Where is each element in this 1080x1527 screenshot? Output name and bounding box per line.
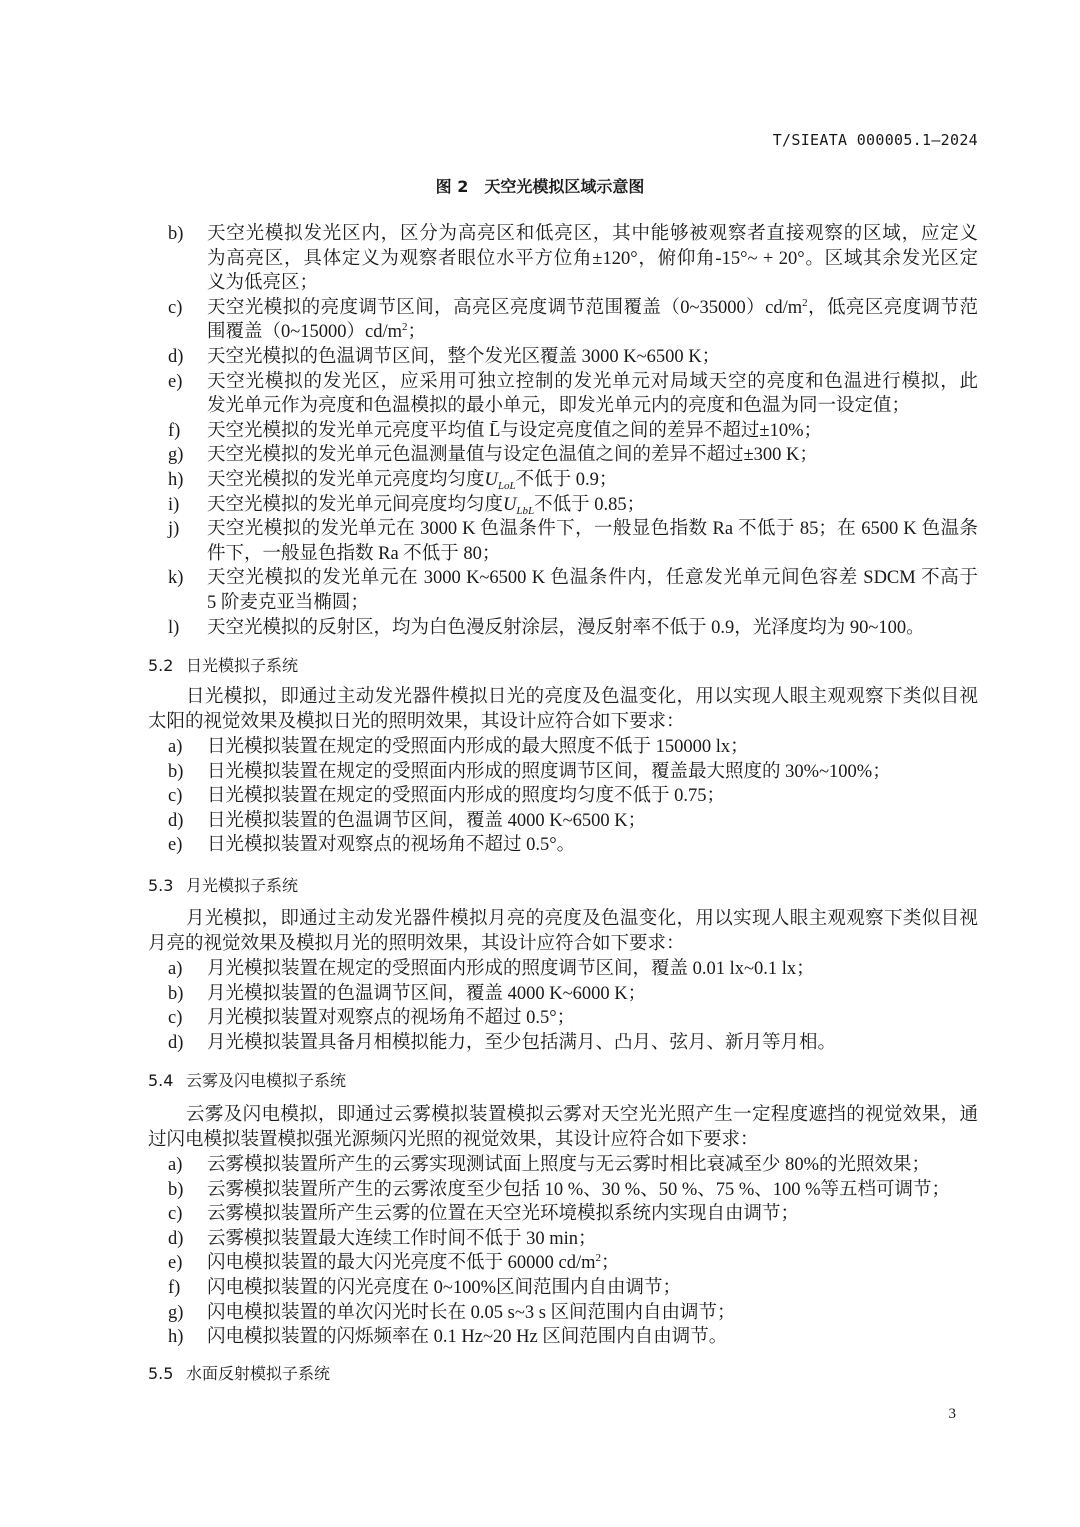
item-label: l) — [168, 617, 180, 638]
list-item — [168, 1325, 978, 1350]
list-item — [168, 1006, 978, 1031]
item-label: f) — [168, 1277, 181, 1298]
item-label: b) — [168, 1179, 184, 1200]
item-label: a) — [168, 737, 183, 757]
text-line: 义为低亮区； — [207, 273, 319, 294]
item-text — [207, 566, 978, 615]
text-line: 天空光模拟的发光单元在 3000 K~6500 K 色温条件内，任意发光单元间色容差 SDCM 不高于 — [207, 568, 978, 589]
superscript: 2 — [402, 321, 408, 334]
item-label: e) — [168, 371, 183, 392]
item-label: i) — [168, 494, 180, 515]
list-item — [168, 345, 978, 370]
requirement-list — [168, 1153, 978, 1350]
section-number: 5.5 — [148, 1364, 174, 1383]
list-item — [168, 809, 978, 834]
list-item — [168, 1251, 978, 1276]
text-line: 闪电模拟装置的闪烁频率在 0.1 Hz~20 Hz 区间范围内自由调节。 — [207, 1327, 728, 1348]
section-title: 水面反射模拟子系统 — [186, 1364, 331, 1383]
text-line: 天空光模拟的色温调节区间，整个发光区覆盖 3000 K~6500 K； — [207, 346, 721, 367]
item-label: d) — [168, 1032, 184, 1053]
text-line: 太阳的视觉效果及模拟日光的照明效果，其设计应符合如下要求： — [148, 711, 685, 732]
item-label: k) — [168, 568, 184, 589]
item-text — [207, 1325, 978, 1350]
item-text — [207, 1153, 978, 1178]
text-line: 天空光模拟的发光单元色温测量值与设定色温值之间的差异不超过±300 K； — [207, 445, 818, 466]
section-title: 日光模拟子系统 — [186, 656, 299, 675]
item-label: j) — [168, 519, 180, 540]
section-intro-paragraph — [148, 1103, 978, 1152]
text-line: 月光模拟装置具备月相模拟能力，至少包括满月、凸月、弦月、新月等月相。 — [207, 1032, 837, 1053]
list-item — [168, 735, 978, 760]
page-number: 3 — [948, 1406, 956, 1422]
requirement-list — [168, 957, 978, 1055]
section-heading — [148, 1069, 346, 1093]
section-heading — [148, 1362, 330, 1386]
item-text — [207, 493, 978, 518]
item-label: c) — [168, 1008, 183, 1029]
item-label: c) — [168, 786, 183, 807]
item-text — [207, 1202, 978, 1227]
item-text — [207, 957, 978, 982]
text-line: 月光模拟装置的色温调节区间，覆盖 4000 K~6000 K； — [207, 983, 647, 1004]
section-title: 云雾及闪电模拟子系统 — [186, 1071, 347, 1090]
item-text — [207, 345, 978, 370]
section-heading — [148, 654, 298, 678]
text-line: 月光模拟，即通过主动发光器件模拟月亮的亮度及色温变化，用以实现人眼主观观察下类似目视 — [186, 909, 978, 929]
item-label: d) — [168, 346, 184, 367]
item-label: h) — [168, 469, 184, 490]
item-text — [207, 370, 978, 419]
item-text — [207, 982, 978, 1007]
text-line: 云雾模拟装置所产生云雾的位置在天空光环境模拟系统内实现自由调节； — [207, 1204, 800, 1225]
text-line: 闪电模拟装置的单次闪光时长在 0.05 s~3 s 区间范围内自由调节； — [207, 1302, 736, 1323]
text-line — [207, 1251, 978, 1276]
item-text — [207, 784, 978, 809]
text-segment: 不低于 0.85； — [534, 494, 646, 515]
text-segment: 天空光模拟的亮度调节区间，高亮区亮度调节范围覆盖（0~35000）cd/m — [207, 297, 803, 318]
text-line: 日光模拟，即通过主动发光器件模拟日光的亮度及色温变化，用以实现人眼主观观察下类似目视 — [186, 687, 978, 707]
item-label: b) — [168, 983, 184, 1004]
list-item — [168, 1153, 978, 1178]
list-item — [168, 296, 978, 345]
text-line: 为高亮区，具体定义为观察者眼位水平方位角±120°，俯仰角-15°~ + 20°。区域其余发光区定 — [207, 248, 978, 269]
text-line: 发光单元作为亮度和色温模拟的最小单元，即发光单元内的亮度和色温为同一设定值； — [207, 396, 911, 417]
document-number: T/SIEATA 000005.1—2024 — [772, 131, 978, 149]
item-text — [207, 1178, 978, 1203]
item-label: b) — [168, 224, 184, 244]
text-line: 过闪电模拟装置模拟强光源频闪光照的视觉效果，其设计应符合如下要求： — [148, 1129, 759, 1150]
item-text — [207, 1006, 978, 1031]
text-segment: ； — [601, 1253, 620, 1274]
list-item — [168, 370, 978, 419]
section-intro-paragraph — [148, 685, 978, 734]
list-item — [168, 222, 978, 296]
text-line: 月光模拟装置在规定的受照面内形成的照度调节区间，覆盖 0.01 lx~0.1 lx； — [207, 959, 815, 979]
text-segment: 不低于 0.9； — [515, 469, 618, 490]
text-segment: 闪电模拟装置的最大闪光亮度不低于 60000 cd/m — [207, 1253, 596, 1274]
text-line: 天空光模拟的发光单元亮度平均值 L̄与设定亮度值之间的差异不超过±10%； — [207, 420, 822, 441]
item-text — [207, 419, 978, 444]
section-number: 5.4 — [148, 1071, 174, 1090]
section-number: 5.3 — [148, 876, 174, 895]
list-item — [168, 1031, 978, 1056]
item-text — [207, 468, 978, 493]
item-text — [207, 443, 978, 468]
requirement-list — [168, 735, 978, 858]
text-segment: 天空光模拟的发光单元间亮度均匀度 — [207, 494, 504, 515]
text-line: 云雾模拟装置最大连续工作时间不低于 30 min； — [207, 1228, 597, 1249]
list-item — [168, 1202, 978, 1227]
text-line — [207, 493, 978, 518]
requirement-list — [168, 222, 978, 640]
item-label: d) — [168, 1228, 184, 1249]
italic-symbol: U — [484, 469, 498, 490]
list-item — [168, 517, 978, 566]
text-line: 天空光模拟的发光单元在 3000 K 色温条件下，一般显色指数 Ra 不低于 85；在 6500 K 色温条 — [207, 519, 978, 540]
item-text — [207, 296, 978, 345]
text-line — [207, 320, 978, 345]
item-text — [207, 222, 978, 296]
text-line: 件下，一般显色指数 Ra 不低于 80； — [207, 543, 501, 564]
list-item — [168, 1276, 978, 1301]
text-segment: 天空光模拟的发光单元亮度均匀度 — [207, 469, 485, 490]
text-segment: ，低亮区亮度调节范 — [807, 297, 978, 318]
text-line: 云雾模拟装置所产生的云雾浓度至少包括 10 %、30 %、50 %、75 %、100 %等五档可调节； — [207, 1179, 951, 1200]
text-line: 日光模拟装置在规定的受照面内形成的最大照度不低于 150000 lx； — [207, 737, 749, 757]
text-line: 云雾模拟装置所产生的云雾实现测试面上照度与无云雾时相比衰减至少 80%的光照效果； — [207, 1155, 931, 1175]
text-line: 日光模拟装置的色温调节区间，覆盖 4000 K~6500 K； — [207, 810, 647, 831]
text-line: 月光模拟装置对观察点的视场角不超过 0.5°； — [207, 1008, 576, 1029]
section-heading — [148, 874, 298, 898]
text-line: 云雾及闪电模拟，即通过云雾模拟装置模拟云雾对天空光光照产生一定程度遮挡的视觉效果，通 — [186, 1105, 978, 1125]
item-text — [207, 1031, 978, 1056]
item-text — [207, 833, 978, 858]
figure-caption: 图 2 天空光模拟区域示意图 — [435, 177, 645, 196]
item-text — [207, 1301, 978, 1326]
item-label: a) — [168, 959, 183, 979]
list-item — [168, 1301, 978, 1326]
list-item — [168, 566, 978, 615]
superscript: 2 — [595, 1252, 601, 1265]
list-item — [168, 982, 978, 1007]
list-item — [168, 957, 978, 982]
text-line: 日光模拟装置在规定的受照面内形成的照度均匀度不低于 0.75； — [207, 786, 726, 807]
item-text — [207, 1276, 978, 1301]
text-line — [207, 468, 978, 493]
text-line: 月亮的视觉效果及模拟月光的照明效果，其设计应符合如下要求： — [148, 933, 685, 954]
item-label: h) — [168, 1327, 184, 1348]
list-item — [168, 616, 978, 641]
list-item — [168, 1227, 978, 1252]
list-item — [168, 784, 978, 809]
item-label: g) — [168, 1302, 184, 1323]
text-line: 天空光模拟的发光区，应采用可独立控制的发光单元对局域天空的亮度和色温进行模拟，此 — [207, 371, 978, 392]
item-text — [207, 1227, 978, 1252]
text-line — [207, 296, 978, 321]
list-item — [168, 443, 978, 468]
item-label: d) — [168, 810, 184, 831]
subscript: LbL — [516, 504, 535, 517]
text-line: 天空光模拟发光区内，区分为高亮区和低亮区，其中能够被观察者直接观察的区域，应定义 — [207, 224, 978, 244]
item-label: e) — [168, 1253, 183, 1274]
item-label: a) — [168, 1155, 183, 1175]
item-text — [207, 760, 978, 785]
item-text — [207, 616, 978, 641]
item-label: g) — [168, 445, 184, 466]
item-label: e) — [168, 835, 183, 856]
section-number: 5.2 — [148, 656, 174, 675]
text-segment: 围覆盖（0~15000）cd/m — [207, 322, 403, 343]
list-item — [168, 1178, 978, 1203]
list-item — [168, 468, 978, 493]
list-item — [168, 419, 978, 444]
text-line: 日光模拟装置对观察点的视场角不超过 0.5°。 — [207, 835, 576, 856]
list-item — [168, 493, 978, 518]
text-line: 日光模拟装置在规定的受照面内形成的照度调节区间，覆盖最大照度的 30%~100%； — [207, 761, 891, 782]
item-label: c) — [168, 297, 183, 318]
text-segment: ； — [407, 322, 427, 343]
item-label: b) — [168, 761, 184, 782]
item-text — [207, 1251, 978, 1276]
item-label: f) — [168, 420, 181, 441]
item-text — [207, 517, 978, 566]
text-line: 天空光模拟的反射区，均为白色漫反射涂层，漫反射率不低于 0.9，光泽度均为 90~100。 — [207, 617, 925, 638]
item-text — [207, 735, 978, 760]
section-title: 月光模拟子系统 — [186, 876, 299, 895]
italic-symbol: U — [503, 494, 517, 515]
superscript: 2 — [802, 296, 808, 309]
text-line: 5 阶麦克亚当椭圆； — [207, 592, 369, 613]
item-text — [207, 809, 978, 834]
list-item — [168, 760, 978, 785]
text-line: 闪电模拟装置的闪光亮度在 0~100%区间范围内自由调节； — [207, 1277, 682, 1298]
list-item — [168, 833, 978, 858]
subscript: LoL — [497, 479, 516, 492]
section-intro-paragraph — [148, 907, 978, 956]
item-label: c) — [168, 1204, 183, 1225]
